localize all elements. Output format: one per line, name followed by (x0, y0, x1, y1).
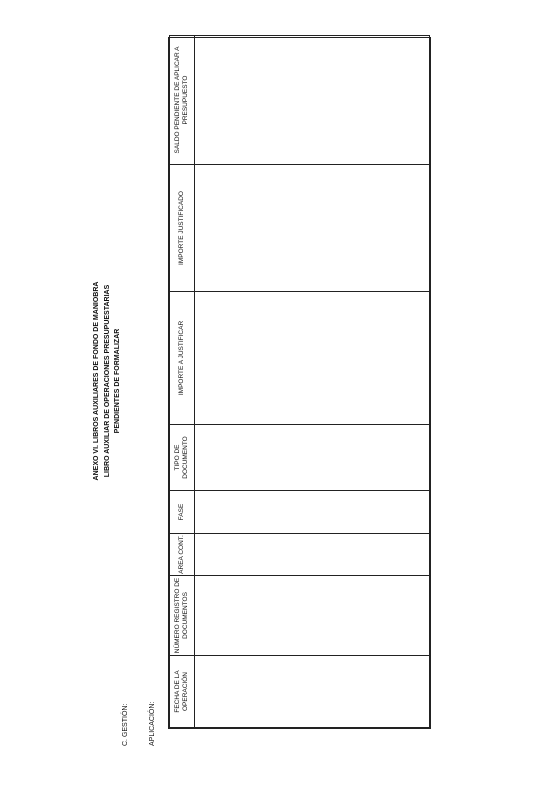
col-area-cont: AREA CONT. (170, 534, 195, 576)
col-saldo-pendiente: SALDO PENDIENTE DE APLICAR A PRESUPUESTO (170, 36, 195, 165)
document-title (92, 16, 124, 746)
col-tipo-documento: TIPO DE DOCUMENTO (170, 425, 195, 491)
aplicacion-label: APLICACIÓN: (149, 701, 156, 746)
table-cell (195, 656, 430, 728)
table-cell (195, 576, 430, 656)
title-line-2: LIBRO AUXILIAR DE OPERACIONES PRESUPUESTARIAS (103, 284, 111, 478)
table-cell (195, 165, 430, 292)
title-line-1: ANEXO VI. LIBROS AUXILIARES DE FONDO DE MANIOBRA (93, 281, 100, 481)
rotated-page (60, 16, 460, 746)
table-cell (195, 292, 430, 425)
table-cell (195, 36, 430, 165)
table-cell (195, 534, 430, 576)
table-cell (195, 425, 430, 491)
col-importe-justificado: IMPORTE JUSTIFICADO (170, 165, 195, 292)
table-row (195, 36, 430, 728)
col-numero-registro: NÚMERO REGISTRO DE DOCUMENTOS (170, 576, 195, 656)
col-importe-a-justificar: IMPORTE A JUSTIFICAR (170, 292, 195, 425)
title-line-3: PENDIENTES DE FORMALIZAR (114, 328, 121, 434)
gestion-label: C. GESTIÓN: (122, 703, 129, 746)
ledger-table (168, 37, 431, 729)
table-cell (195, 491, 430, 534)
header-row (170, 36, 195, 728)
col-fase: FASE (170, 491, 195, 534)
col-fecha-operacion: FECHA DE LA OPERACIÓN (170, 656, 195, 728)
